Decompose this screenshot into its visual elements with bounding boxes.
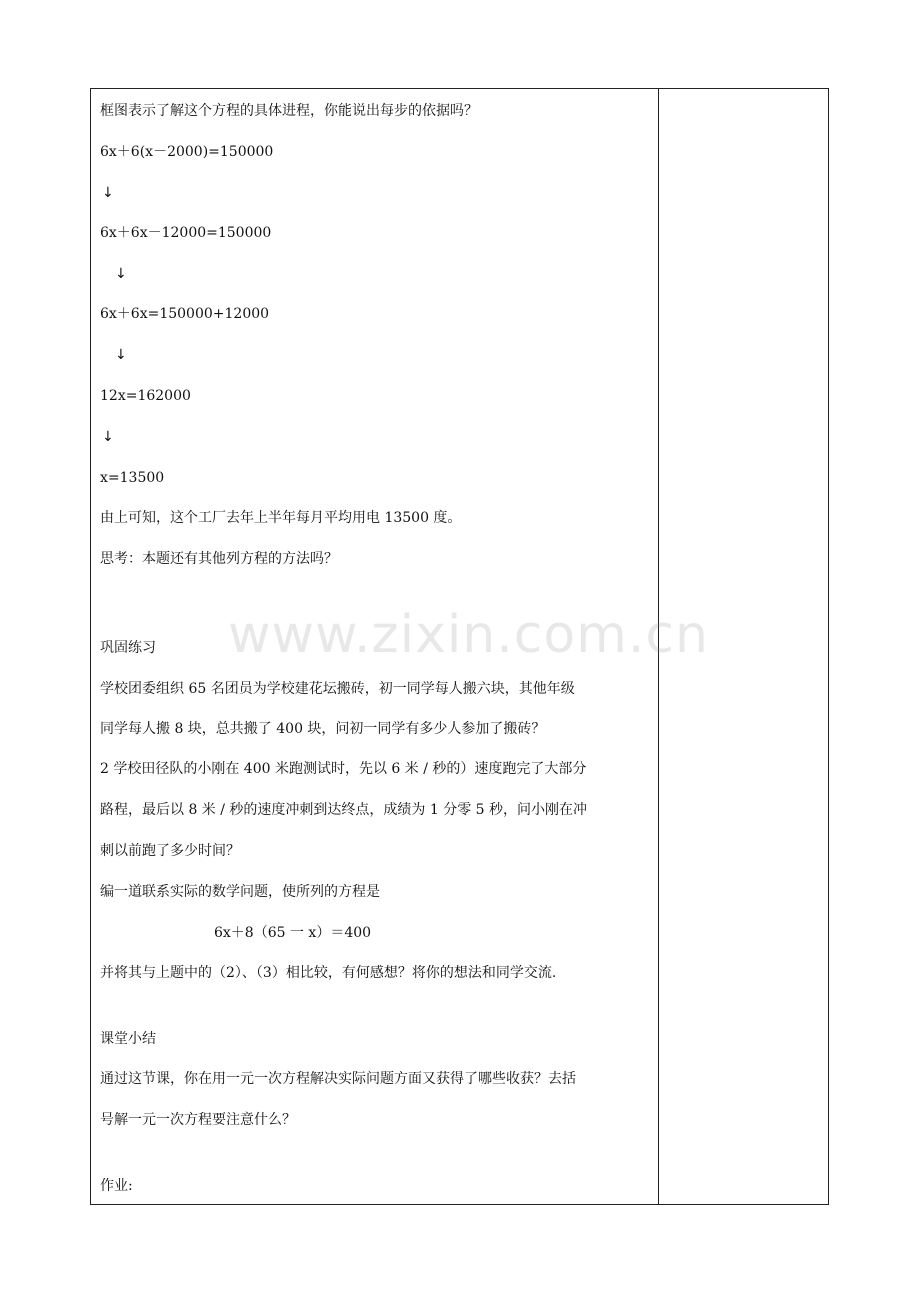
- section-heading-summary: 课堂小结: [100, 1031, 156, 1047]
- down-arrow-icon: ↓: [115, 266, 127, 282]
- exercise-3-prompt: 编一道联系实际的数学问题，使所列的方程是: [100, 884, 380, 900]
- exercise-2-line-3: 刺以前跑了多少时间？: [100, 843, 240, 859]
- summary-line-2: 号解一元一次方程要注意什么？: [100, 1112, 296, 1128]
- think-question: 思考：本题还有其他列方程的方法吗？: [100, 551, 338, 567]
- equation-step-4: 12x=162000: [100, 388, 191, 404]
- section-heading-practice: 巩固练习: [100, 640, 156, 656]
- equation-step-1: 6x＋6(x－2000)=150000: [100, 144, 274, 160]
- exercise-1-line-1: 学校团委组织 65 名团员为学校建花坛搬砖，初一同学每人搬六块，其他年级: [100, 681, 575, 697]
- equation-step-2: 6x＋6x－12000=150000: [100, 225, 272, 241]
- equation-step-3: 6x＋6x=150000+12000: [100, 306, 270, 322]
- target-equation: 6x＋8（65 一 x）＝400: [214, 925, 372, 941]
- exercise-1-line-2: 同学每人搬 8 块，总共搬了 400 块，问初一同学有多少人参加了搬砖？: [100, 721, 546, 737]
- down-arrow-icon: ↓: [115, 347, 127, 363]
- conclusion-text: 由上可知，这个工厂去年上半年每月平均用电 13500 度。: [100, 510, 462, 526]
- intro-question: 框图表示了解这个方程的具体进程，你能说出每步的依据吗？: [100, 103, 478, 119]
- compare-instruction: 并将其与上题中的（2）、（3）相比较，有何感想？将你的想法和同学交流.: [100, 965, 557, 981]
- exercise-2-line-2: 路程，最后以 8 米 / 秒的速度冲刺到达终点，成绩为 1 分零 5 秒，问小刚在冲: [100, 802, 588, 818]
- down-arrow-icon: ↓: [102, 429, 114, 445]
- section-heading-homework: 作业:: [100, 1178, 133, 1194]
- watermark: www.zixin.com.cn: [228, 605, 709, 665]
- exercise-2-line-1: 2 学校田径队的小刚在 400 米跑测试时，先以 6 米 / 秒的）速度跑完了大部分: [100, 761, 587, 777]
- equation-solution: x=13500: [100, 470, 165, 486]
- summary-line-1: 通过这节课，你在用一元一次方程解决实际问题方面又获得了哪些收获？去括: [100, 1071, 576, 1087]
- down-arrow-icon: ↓: [102, 185, 114, 201]
